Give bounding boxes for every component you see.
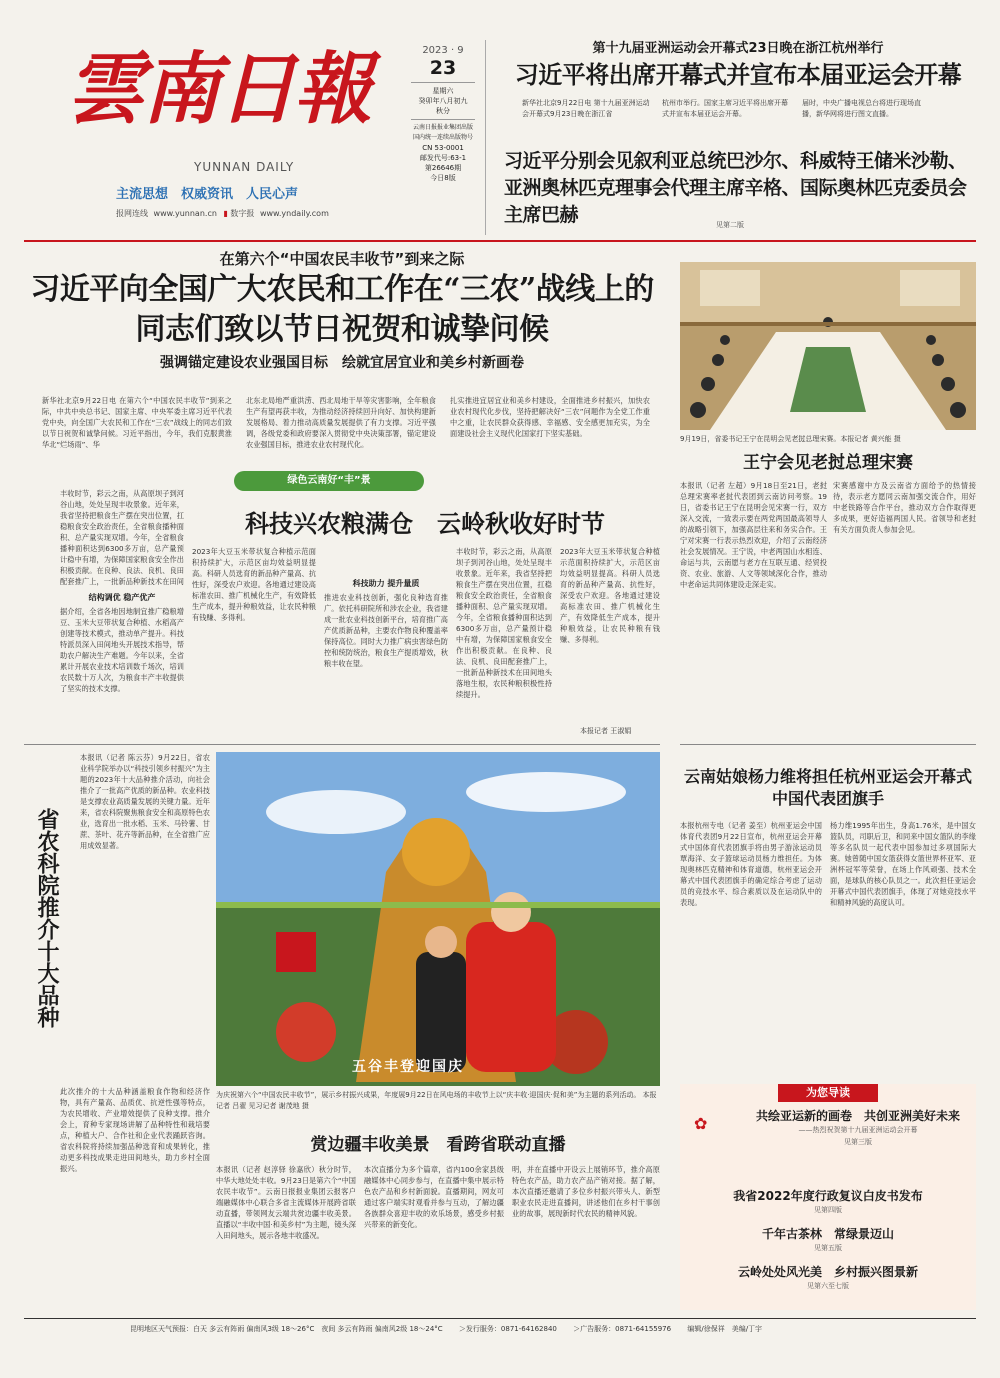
main-story: [24, 248, 660, 456]
yayun-headline[interactable]: 习近平将出席开幕式并宣布本届亚运会开幕: [514, 60, 962, 89]
footer-phone-ads: ＞广告服务：0871-64155976: [573, 1325, 672, 1333]
shangbian-headline[interactable]: 赏边疆丰收美景 看跨省联动直播: [310, 1135, 566, 1155]
yangliwei-col-1: 本报杭州专电（记者 姜至）杭州亚运会中国体育代表团9月22日宣布，杭州亚运会开幕式中国体育代表团旗手将由男子游泳运动员覃海洋、女子篮球运动员杨力维担任。为体现奥林匹克精神和体育道德，杭州亚运会开幕式中国代表团旗手的确定综合考虑了运动员的竞技水平、综合素质以及在运动队中的表现。: [680, 821, 822, 907]
masthead-web: [116, 208, 329, 219]
date-year-month: 2023 · 9: [422, 45, 464, 56]
guide-item-3-page: 见第五版: [814, 1244, 842, 1252]
guide-item-4[interactable]: [680, 1264, 976, 1296]
banner-label: 绿色云南好“丰”景: [287, 475, 371, 486]
meeting-photo: [680, 262, 976, 430]
keji-headline[interactable]: 科技兴农粮满仓 云岭秋收好时节: [245, 509, 605, 538]
keji-col-1: 丰收时节，彩云之南，从高原坝子到河谷山地，处处呈现丰收景象。近年来，我省坚持把粮食生产摆在突出位置，扛稳粮食安全政治责任，全省粮食播种面积、总产量实现双增。今年，全省粮食播种面积达到6300多万亩，总产量预计稳中有增，为保障国家粮食安全作出积极贡献。在良种、良法、良机、良田配套推广上，一批新品种新技术在田间: [60, 489, 184, 586]
keji-subhead-1: 结构调优 稳产优产: [88, 593, 156, 602]
web-label: 报网连线: [116, 209, 148, 218]
guide-item-3-title: 千年古茶林 常绿景迈山: [761, 1227, 894, 1241]
masthead-logo: 雲南日報: [66, 44, 371, 135]
keji-col-4: 丰收时节，彩云之南，从高原坝子到河谷山地，处处呈现丰收景象。近年来，我省坚持把粮食生产摆在突出位置，扛稳粮食安全政治责任，全省粮食播种面积、总产量实现双增。今年，全省粮食播种面积达到6300多万亩，总产量预计稳中有增，为保障国家粮食安全作出积极贡献。在良种、良法、良机、良田配套推广上，一批新品种新技术在田间地头落地生根，农民种粮积极性持续提升。: [456, 547, 552, 699]
guide-item-1[interactable]: [680, 1108, 976, 1166]
top-divider: [485, 40, 486, 235]
yayun-lead-3: 届时，中央广播电视总台将进行现场直播，新华网将进行图文直播。: [802, 99, 921, 118]
nongke-headline[interactable]: 省农科院推介十大品种: [34, 808, 60, 1028]
yangliwei-col-2: 杨力维1995年出生，身高1.76米，是中国女篮队员，司职后卫，和同来中国女篮队的李缘等多名队员一起代表中国参加过多项国际大赛。她曾随中国女篮获得女篮世界杯亚军、亚洲杯冠军等荣誉，在场上作风顽强、技术全面，是球队的核心队员之一。此次担任亚运会开幕式中国代表团旗手，体现了对她竞技水平和精神风貌的高度认可。: [830, 821, 976, 907]
masthead-logo-en: YUNNAN DAILY: [194, 160, 295, 174]
yayun-lead-1: 新华社北京9月22日电 第十九届亚洲运动会开幕式9月23日晚在浙江省: [522, 99, 650, 118]
main-col-1: 新华社北京9月22日电 在第六个“中国农民丰收节”到来之际，中共中央总书记、国家主席、中央军委主席习近平代表党中央，向全国广大农民和工作在“三农”战线上的同志们致以节日祝贺和诚挚问候。习近平指出，今年，我们克服黄淮华北“烂场雨”、华: [42, 396, 232, 449]
date-block: [405, 45, 481, 225]
serial-label: 国内统一连续出版物号: [412, 134, 473, 141]
guide-item-3[interactable]: [680, 1226, 976, 1258]
page-count: 今日8版: [430, 174, 456, 182]
website-link[interactable]: www.yunnan.cn: [153, 209, 217, 218]
keji-col-1b: 据介绍，全省各地因地制宜推广稳粮增豆、玉米大豆带状复合种植、水稻高产创建等技术模式，推动单产提升。科技特派员深入田间地头开展技术指导，帮助农户解决生产难题。今年以来，全省累计开展农业技术培训数千场次，培训农民数十万人次，为粮食丰产丰收提供了坚实的技术支撑。: [60, 607, 184, 693]
green-banner: [234, 471, 424, 491]
date-day: 23: [429, 57, 457, 79]
main-subhead: 强调锚定建设农业强国目标 绘就宜居宜业和美乡村新画卷: [160, 355, 524, 371]
digital-site-link[interactable]: www.yndaily.com: [259, 209, 329, 218]
main-headline[interactable]: 习近平向全国广大农民和工作在“三农”战线上的同志们致以节日祝贺和诚挚问候: [30, 272, 654, 347]
masthead-slogans: 主流思想 权威资讯 人民心声: [116, 187, 299, 202]
guide-title: [778, 1084, 878, 1102]
date-solar-term: 秋分: [436, 107, 450, 115]
main-kicker: 在第六个“中国农民丰收节”到来之际: [219, 250, 465, 268]
guide-item-1-sub: ——热烈祝贺第十九届亚洲运动会开幕: [798, 1126, 918, 1134]
publisher: 云南日报报业集团出版: [412, 124, 473, 131]
wangning-col-1: 本报讯（记者 左超）9月18日至21日，老挝总理宋赛率老挝代表团到云南访问考察。19日，省委书记王宁在昆明会见宋赛一行，双方深入交流，一致表示要在两党两国最高领导人的战略引领下，加强高层往来和务实合作。王宁对宋赛一行表示热烈欢迎，介绍了云南经济社会发展情况。王宁说，中老两国山水相连、命运与共，云南愿与老方在互联互通、经贸投资、农业、旅游、人文等领域深化合作，推动中老命运共同体建设走深走实。: [680, 481, 827, 589]
date-weekday: 星期六: [432, 87, 454, 95]
guide-item-2-title: 我省2022年度行政复议白皮书发布: [733, 1189, 923, 1203]
shangbian-col-2: 本次直播分为多个篇章，省内100余家县级融媒体中心同步参与，在直播中集中展示特色农产品和乡村新面貌。直播期间，网友可通过客户端实时观看并参与互动，了解边疆各族群众喜迎丰收的欢乐场景，感受乡村振兴带来的新变化。: [364, 1165, 504, 1229]
footer: [130, 1322, 976, 1336]
keji-subhead-2: 科技助力 提升量质: [352, 579, 420, 588]
guide-item-4-page: 见第六至七版: [807, 1282, 849, 1290]
digital-icon: ▮: [223, 209, 228, 218]
main-col-2: 北东北局地严重洪涝、西北局地干旱等灾害影响，全年粮食生产有望再获丰收，为推动经济持续回升向好、加快构建新发展格局、着力推动高质量发展提供了有力支撑。习近平强调，各级党委和政府要深入贯彻党中央决策部署，锚定建设农业强国目标，推进农业农村现代化。: [246, 396, 436, 449]
wangning-headline[interactable]: 王宁会见老挝总理宋赛: [743, 453, 913, 473]
meeting-see-page[interactable]: 见第二版: [716, 221, 744, 229]
meeting-headline[interactable]: 习近平分别会见叙利亚总统巴沙尔、科威特王储米沙勒、亚洲奥林匹克理事会代理主席辛格、国际奥林匹克委员会主席巴赫: [504, 150, 967, 226]
guide-item-2-page: 见第四版: [814, 1206, 842, 1214]
keji-author: 本报记者 王淑娟: [580, 727, 632, 735]
yayun-kicker: 第十九届亚洲运动会开幕式23日晚在浙江杭州举行: [592, 41, 884, 56]
harvest-photo: [216, 752, 660, 1086]
guide-item-1-title: 共绘亚运新的画卷 共创亚洲美好未来: [755, 1109, 960, 1123]
harvest-caption: 为庆祝第六个“中国农民丰收节”，展示乡村振兴成果，年度展9月22日在风电场的丰收节上以“庆丰收·迎国庆·促和美”为主题的系列活动。 本报记者 吕翟 见习记者 谢茂地 摄: [216, 1091, 657, 1110]
masthead: [24, 20, 416, 235]
postal-code: 邮发代号:63-1: [419, 154, 467, 162]
guide-item-2[interactable]: [680, 1188, 976, 1220]
top-right-story: [500, 40, 976, 235]
keji-col-2: 2023年大豆玉米带状复合种植示范面积持续扩大，示范区亩均效益明显提高。科研人员选育的新品种产量高、抗性好，深受农户欢迎。各地通过建设高标准农田、推广机械化生产，有效降低生产成本，提升种粮效益，让农民种粮有钱赚、多得利。: [192, 547, 316, 622]
yayun-lead-2: 杭州市举行。国家主席习近平将出席开幕式并宣布本届亚运会开幕。: [662, 99, 788, 118]
nongke-col-2: 此次推介的十大品种涵盖粮食作物和经济作物，具有产量高、品质优、抗逆性强等特点，为农民增收、产业增效提供了良种支撑。推介会上，育种专家现场讲解了品种特性和栽培要点，种植大户、合作社和企业代表踊跃咨询。省农科院将持续加强品种选育和成果转化，推动更多科技成果走进田间地头，助力乡村全面振兴。: [60, 1087, 210, 1173]
shangbian-col-1: 本报讯（记者 赵淳驿 徐嘉欣）秋分时节，中华大地处处丰收。9月23日是第六个“中国农民丰收节”。云南日报报业集团云报客户端融媒体中心联合多省主流媒体开展跨省联动直播，带领网友云端共赏边疆丰收美景。直播以“丰收中国·和美乡村”为主题，镜头深入田间地头，展示各地丰收盛况。: [216, 1165, 356, 1240]
guide-item-1-page: 见第三版: [844, 1138, 872, 1146]
footer-weather: 昆明地区天气预报：白天 多云有阵雨 偏南风3级 18～26°C 夜间 多云有阵雨 偏南风2级 18～24°C: [130, 1325, 443, 1333]
mid-divider: [24, 744, 660, 745]
keji-col-5: 2023年大豆玉米带状复合种植示范面积持续扩大，示范区亩均效益明显提高。科研人员选育的新品种产量高、抗性好，深受农户欢迎。各地通过建设高标准农田、推广机械化生产，有效降低生产成本，提升种粮效益，让农民种粮有钱赚、多得利。: [560, 547, 660, 644]
harvest-overlay: 五谷丰登迎国庆: [352, 1059, 464, 1075]
digital-label: 数字报: [230, 209, 255, 218]
shangbian-col-3: 明，并在直播中开设云上展销环节，推介高原特色农产品，助力农产品产销对接。据了解，本次直播还邀请了多位乡村振兴带头人、新型职业农民走进直播间，讲述他们在乡村干事创业的故事，展现新时代农民的精神风貌。: [512, 1165, 660, 1218]
date-lunar: 癸卯年八月初九: [418, 97, 468, 105]
yangliwei-headline[interactable]: 云南姑娘杨力维将担任杭州亚运会开幕式中国代表团旗手: [683, 767, 972, 808]
footer-editor: 编辑/徐保祥 美编/丁宇: [687, 1325, 763, 1333]
guide-title-text: 为您导读: [806, 1086, 850, 1099]
meeting-photo-caption: 9月19日，省委书记王宁在昆明会见老挝总理宋赛。本报记者 黄兴能 摄: [680, 435, 901, 443]
main-col-3: 扎实推进宜居宜业和美乡村建设，全面推进乡村振兴，加快农业农村现代化步伐，坚持把解决好“三农”问题作为全党工作重中之重，让农民群众获得感、幸福感、安全感更加充实，为全面建设社会主义现代化国家打下坚实基础。: [450, 396, 650, 438]
harvest-photo-image: [216, 752, 660, 1086]
top-rule: [24, 240, 976, 242]
guide-item-4-title: 云岭处处风光美 乡村振兴图景新: [737, 1265, 918, 1279]
right-divider: [680, 744, 976, 745]
cn-number: CN 53-0001: [422, 144, 464, 152]
wangning-col-2: 宋赛感谢中方及云南省方面给予的热情接待，表示老方愿同云南加强交流合作，用好中老铁路等合作平台，推动双方合作取得更多成果，更好造福两国人民。省领导和老挝有关方面负责人参加会见。: [833, 481, 976, 534]
meeting-photo-image: [680, 262, 976, 430]
keji-col-3: 推进农业科技创新，强化良种选育推广。依托科研院所和涉农企业，我省建成一批农业科技创新平台，培育推广高产优质新品种，主要农作物良种覆盖率保持高位。同时大力推广病虫害绿色防控和统防统治，粮食生产提质增效，秋粮丰收在望。: [324, 593, 448, 668]
yayun-logo-icon: ✿: [694, 1114, 708, 1133]
guide-box: [680, 1084, 976, 1310]
nongke-col-1: 本报讯（记者 陈云芬）9月22日，省农业科学院举办以“科技引领乡村振兴”为主题的2023年十大品种推介活动，向社会推介了一批高产优质的新品种。农业科技是支撑农业高质量发展的关键力量。近年来，省农科院聚焦粮食安全和高原特色农业，选育出一批水稻、玉米、马铃薯、甘蔗、茶叶、花卉等新品种，在全省推广应用成效显著。: [80, 753, 210, 850]
footer-phone-distribution: ＞发行服务：0871-64162840: [458, 1325, 557, 1333]
issue-number: 第26646期: [424, 164, 462, 172]
footer-rule: [24, 1318, 976, 1319]
